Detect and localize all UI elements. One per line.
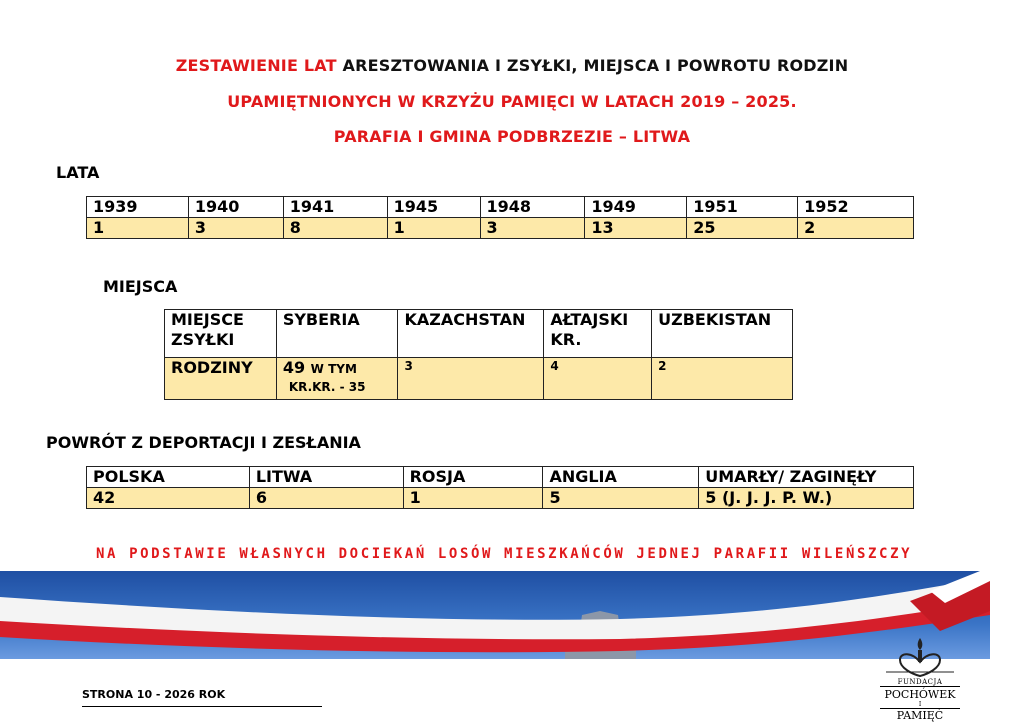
kazachstan-value: 3: [398, 358, 544, 400]
count-cell: 13: [585, 218, 687, 239]
count-cell: 8: [283, 218, 387, 239]
foundation-logo: [880, 632, 960, 722]
title-line-3: PARAFIA I GMINA PODBRZEZIE – LITWA: [333, 127, 691, 146]
syberia-note: KR.KR. - 35: [288, 380, 366, 394]
umarly-value: 5 (J. J. J. P. W.): [699, 488, 914, 509]
miejsce-zsylki-header: MIEJSCE ZSYŁKI: [165, 310, 277, 358]
title-black-part: ARESZTOWANIA I ZSYŁKI, MIEJSCA I POWROTU RODZIN: [342, 56, 849, 75]
anglia-value: 5: [543, 488, 699, 509]
litwa-header: LITWA: [249, 467, 403, 488]
year-cell: 1940: [188, 197, 283, 218]
title-red-part: ZESTAWIENIE LAT: [175, 56, 337, 75]
year-cell: 1948: [480, 197, 585, 218]
flag-banner-image: [0, 571, 990, 659]
syberia-value-cell: [276, 358, 398, 400]
syberia-suffix: W TYM: [310, 362, 357, 376]
count-cell: 25: [687, 218, 798, 239]
flag-ribbon-illustration: [0, 571, 990, 659]
rosja-value: 1: [403, 488, 543, 509]
powrot-label: POWRÓT Z DEPORTACJI I ZESŁANIA: [46, 433, 361, 452]
polska-value: 42: [87, 488, 250, 509]
lata-counts-row: [87, 218, 914, 239]
page-number: STRONA 10 - 2026 ROK: [82, 688, 226, 701]
count-cell: 3: [188, 218, 283, 239]
logo-line-pamiec: PAMIĘĆ: [880, 708, 960, 722]
count-cell: 1: [87, 218, 189, 239]
litwa-value: 6: [249, 488, 403, 509]
year-cell: 1951: [687, 197, 798, 218]
miejsca-table: [164, 309, 793, 400]
altajski-header: AŁTAJSKI KR.: [544, 310, 652, 358]
powrot-values-row: [87, 488, 914, 509]
year-cell: 1952: [798, 197, 914, 218]
count-cell: 2: [798, 218, 914, 239]
title-line-1: [0, 56, 1024, 75]
altajski-value: 4: [544, 358, 652, 400]
year-cell: 1949: [585, 197, 687, 218]
lata-table: [86, 196, 914, 239]
uzbekistan-header: UZBEKISTAN: [652, 310, 793, 358]
anglia-header: ANGLIA: [543, 467, 699, 488]
powrot-header-row: [87, 467, 914, 488]
logo-line-pochowek: POCHÓWEK: [880, 686, 960, 701]
year-cell: 1945: [387, 197, 480, 218]
lata-label: LATA: [56, 163, 100, 182]
rosja-header: ROSJA: [403, 467, 543, 488]
page-rule-divider: [82, 706, 322, 707]
logo-line-i: I: [918, 701, 922, 708]
polska-header: POLSKA: [87, 467, 250, 488]
title-line-2: UPAMIĘTNIONYCH W KRZYŻU PAMIĘCI W LATACH 2019 – 2025.: [227, 92, 797, 111]
count-cell: 1: [387, 218, 480, 239]
syberia-value: 49: [282, 358, 306, 377]
footer-note: NA PODSTAWIE WŁASNYCH DOCIEKAŃ LOSÓW MIESZKAŃCÓW JEDNEJ PARAFII WILEŃSZCZY: [96, 546, 913, 562]
year-cell: 1939: [87, 197, 189, 218]
logo-line-fundacja: FUNDACJA: [897, 678, 943, 686]
miejsca-header-row: [165, 310, 793, 358]
uzbekistan-value: 2: [652, 358, 793, 400]
lata-years-row: [87, 197, 914, 218]
syberia-header: SYBERIA: [276, 310, 398, 358]
year-cell: 1941: [283, 197, 387, 218]
kazachstan-header: KAZACHSTAN: [398, 310, 544, 358]
rodziny-label: RODZINY: [165, 358, 277, 400]
miejsca-label: MIEJSCA: [103, 277, 178, 296]
rodziny-row: [165, 358, 793, 400]
count-cell: 3: [480, 218, 585, 239]
umarly-header: UMARŁY/ ZAGINĘŁY: [699, 467, 914, 488]
powrot-table: [86, 466, 914, 509]
candle-heart-icon: [880, 632, 960, 678]
